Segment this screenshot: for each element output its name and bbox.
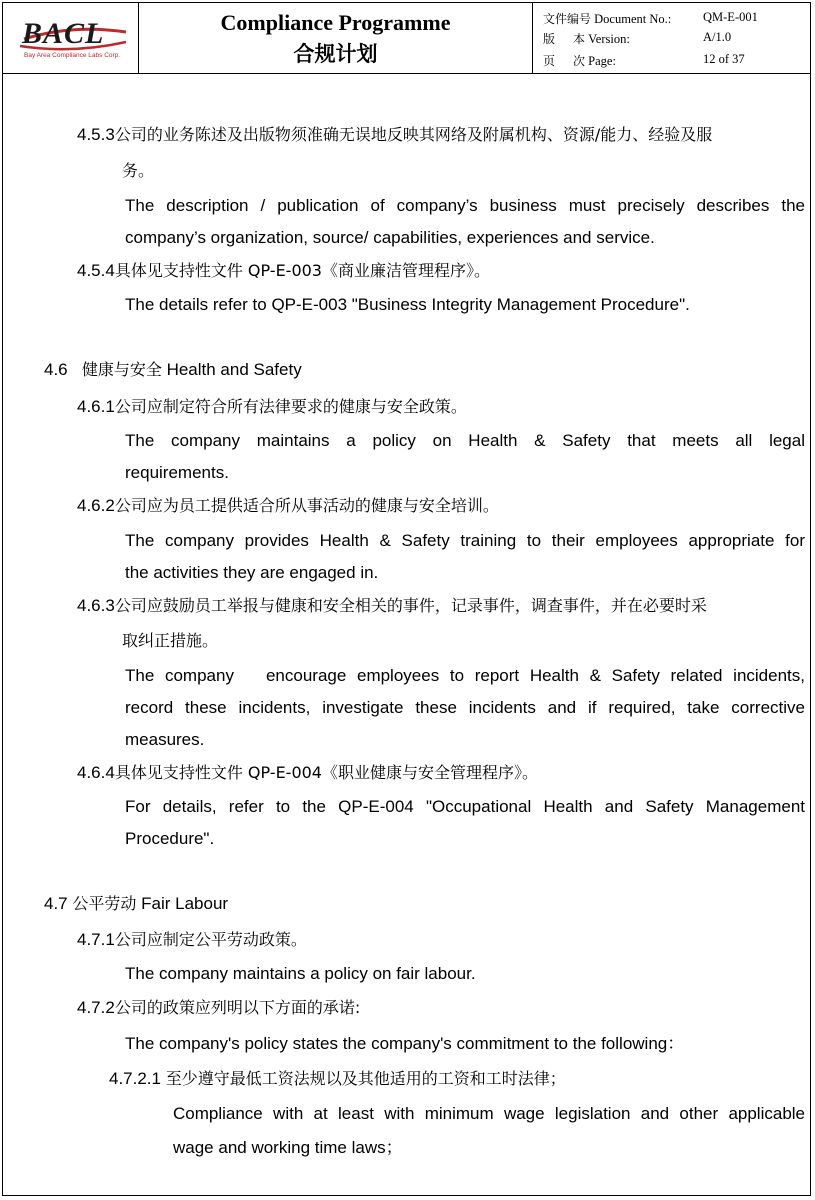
clause-4-6-3-cn: 4.6.3公司应鼓励员工举报与健康和安全相关的事件，记录事件，调查事件，并在必要时采 (77, 596, 707, 615)
bacl-logo-icon (2, 2, 138, 73)
clause-4-5-4-cn: 4.5.4具体见支持性文件 QP-E-003《商业廉洁管理程序》。 (77, 261, 490, 280)
clause-4-5-3-cn: 4.5.3公司的业务陈述及出版物须准确无误地反映其网络及附属机构、资源/能力、经验及服 (77, 125, 713, 144)
document-title (139, 2, 533, 73)
company-logo (2, 2, 139, 73)
clause-4-6-3-en-1: The company encourage employees to report Health & Safety related incidents, (125, 666, 805, 685)
section-4-6-heading: 4.6 健康与安全 Health and Safety (44, 360, 302, 379)
title-english: Compliance Programme (220, 10, 451, 35)
document-no-value: QM-E-001 (703, 10, 758, 24)
version-value: A/1.0 (703, 30, 732, 44)
section-4-7-heading: 4.7 公平劳动 Fair Labour (44, 894, 229, 913)
clause-4-6-4-en-1: For details, refer to the QP-E-004 "Occupational Health and Safety Management (125, 797, 805, 816)
svg-text:BACL: BACL (22, 17, 105, 50)
page-value: 12 of 37 (703, 52, 745, 66)
clause-4-7-2-cn: 4.7.2公司的政策应列明以下方面的承诺: (77, 998, 361, 1017)
clause-4-6-3-en-2: record these incidents, investigate these incidents and if required, take corrective (125, 698, 805, 717)
clause-4-7-2-1-cn: 4.7.2.1 至少遵守最低工资法规以及其他适用的工资和工时法律； (109, 1069, 566, 1088)
document-header (2, 2, 811, 74)
clause-4-6-4-cn: 4.6.4具体见支持性文件 QP-E-004《职业健康与安全管理程序》。 (77, 763, 538, 782)
clause-4-5-4-en: The details refer to QP-E-003 "Business Integrity Management Procedure". (125, 295, 690, 314)
clause-4-6-3-en-3: measures. (125, 730, 205, 749)
clause-4-6-1-cn: 4.6.1公司应制定符合所有法律要求的健康与安全政策。 (77, 397, 467, 416)
clause-4-7-2-1-en-2: wage and working time laws； (173, 1138, 403, 1157)
document-meta (533, 2, 809, 73)
meta-version: 版 本 Version: A/1.0 (543, 30, 732, 46)
clause-4-6-4-en-2: Procedure". (125, 829, 215, 848)
clause-4-6-1-en-2: requirements. (125, 463, 229, 482)
clause-4-7-2-1-en-1: Compliance with at least with minimum wage legislation and other applicable (173, 1104, 805, 1123)
clause-4-5-3-cn-cont: 务。 (122, 161, 155, 180)
clause-4-6-2-en-2: the activities they are engaged in. (125, 563, 379, 582)
clause-4-6-2-cn: 4.6.2公司应为员工提供适合所从事活动的健康与安全培训。 (77, 496, 499, 515)
svg-text:Bay Area Compliance Labs Corp.: Bay Area Compliance Labs Corp. (24, 52, 121, 59)
title-chinese: 合规计划 (293, 42, 378, 66)
clause-4-5-3-en-2: company’s organization, source/ capabilities, experiences and service. (125, 228, 655, 247)
clause-4-6-2-en-1: The company provides Health & Safety training to their employees appropriate for (125, 531, 805, 550)
meta-page: 页 次 Page: 12 of 37 (543, 52, 745, 68)
clause-4-7-2-en: The company's policy states the company's commitment to the following： (125, 1034, 685, 1053)
clause-4-6-1-en-1: The company maintains a policy on Health & Safety that meets all legal (125, 431, 805, 450)
clause-4-7-1-cn: 4.7.1公司应制定公平劳动政策。 (77, 930, 307, 949)
clause-4-6-3-cn-cont: 取纠正措施。 (122, 631, 219, 650)
clause-4-7-1-en: The company maintains a policy on fair labour. (125, 964, 476, 983)
meta-document-no: 文件编号 Document No.: QM-E-001 (543, 10, 758, 26)
clause-4-5-3-en-1: The description / publication of company’s business must precisely describes the (125, 196, 805, 215)
